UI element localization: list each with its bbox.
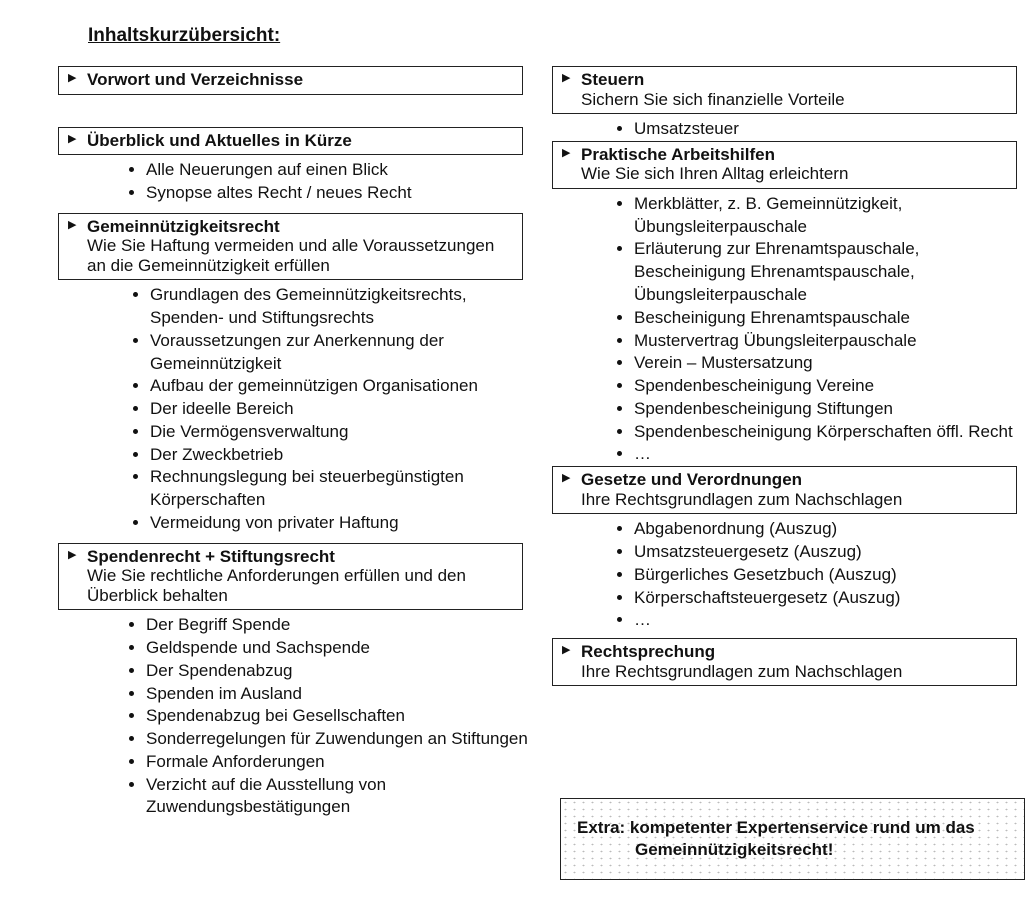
- list-item: • Umsatzsteuer: [634, 118, 1022, 141]
- list-item: • Der ideelle Bereich: [150, 398, 528, 421]
- section-title: Spendenrecht + Stiftungsrecht: [87, 546, 335, 566]
- section-arbeitshilfen[interactable]: [552, 141, 1017, 189]
- triangle-right-icon: ▶: [562, 146, 571, 159]
- triangle-right-icon: ▶: [68, 218, 77, 231]
- list-item: • Sonderregelungen für Zuwendungen an Stiftungen: [146, 728, 528, 751]
- triangle-right-icon: ▶: [562, 72, 571, 84]
- list-item: • Erläuterung zur Ehrenamtspauschale, Bescheinigung Ehrenamtspauschale, Übungsleiterpauschale: [634, 238, 1022, 306]
- arbeitshilfen-list: [552, 193, 1022, 466]
- list-item: • Bürgerliches Gesetzbuch (Auszug): [634, 564, 1022, 587]
- section-title: Überblick und Aktuelles in Kürze: [87, 130, 352, 150]
- list-item: • Rechnungslegung bei steuerbegünstigten Körperschaften: [150, 466, 528, 512]
- list-item: • Aufbau der gemeinnützigen Organisationen: [150, 375, 528, 398]
- list-item: • Verzicht auf die Ausstellung von Zuwendungsbestätigungen: [146, 774, 528, 820]
- section-title: Gemeinnützigkeitsrecht: [87, 216, 280, 236]
- list-item: • Umsatzsteuergesetz (Auszug): [634, 541, 1022, 564]
- section-subtitle: Wie Sie Haftung vermeiden und alle Voraussetzungen an die Gemeinnützigkeit erfüllen: [87, 236, 495, 275]
- section-rechtsprechung[interactable]: [552, 638, 1017, 686]
- list-item: • Formale Anforderungen: [146, 751, 528, 774]
- list-item: • Spenden im Ausland: [146, 683, 528, 706]
- list-item: • …: [634, 443, 1022, 466]
- section-title: Vorwort und Verzeichnisse: [87, 70, 304, 89]
- extra-box: [560, 798, 1025, 880]
- list-item: • Der Begriff Spende: [146, 614, 528, 637]
- list-item: • Abgabenordnung (Auszug): [634, 518, 1022, 541]
- section-title: Gesetze und Verordnungen: [581, 470, 803, 490]
- right-column: [552, 66, 1022, 686]
- section-subtitle: Ihre Rechtsgrundlagen zum Nachschlagen: [581, 661, 903, 681]
- list-item: • Merkblätter, z. B. Gemeinnützigkeit, Übungsleiterpauschale: [634, 193, 1022, 239]
- list-item: • Vermeidung von privater Haftung: [150, 512, 528, 535]
- section-spendenrecht[interactable]: [58, 543, 523, 611]
- section-subtitle: Wie Sie rechtliche Anforderungen erfüllen und den Überblick behalten: [87, 566, 466, 605]
- triangle-right-icon: ▶: [562, 644, 571, 657]
- section-title: Rechtsprechung: [581, 642, 716, 662]
- list-item: • Grundlagen des Gemeinnützigkeitsrechts, Spenden- und Stiftungsrechts: [150, 284, 528, 330]
- list-item: • Spendenbescheinigung Vereine: [634, 375, 1022, 398]
- list-item: • Synopse altes Recht / neues Recht: [146, 182, 528, 205]
- section-title: Steuern: [581, 70, 645, 89]
- gesetze-list: [552, 518, 1022, 632]
- ueberblick-list: [58, 159, 528, 205]
- list-item: • Der Zweckbetrieb: [150, 444, 528, 467]
- gemein-list: [58, 284, 528, 534]
- section-title: Praktische Arbeitshilfen: [581, 144, 775, 164]
- spenden-list: [58, 614, 528, 819]
- triangle-right-icon: ▶: [68, 548, 77, 561]
- left-column: [58, 66, 528, 819]
- list-item: • Spendenbescheinigung Stiftungen: [634, 398, 1022, 421]
- section-ueberblick[interactable]: [58, 127, 523, 156]
- list-item: • Der Spendenabzug: [146, 660, 528, 683]
- list-item: • Alle Neuerungen auf einen Blick: [146, 159, 528, 182]
- steuern-list: [552, 118, 1022, 141]
- list-item: • Körperschaftsteuergesetz (Auszug): [634, 587, 1022, 610]
- list-item: • Spendenabzug bei Gesellschaften: [146, 705, 528, 728]
- page-title: Inhaltskurzübersicht:: [88, 25, 281, 46]
- extra-text-line1: kompetenter Expertenservice rund um das: [629, 818, 975, 837]
- extra-label: Extra:: [577, 818, 626, 837]
- section-subtitle: Ihre Rechtsgrundlagen zum Nachschlagen: [581, 489, 903, 509]
- extra-text-line2: Gemeinnützigkeitsrecht!: [635, 840, 834, 860]
- section-subtitle: Sichern Sie sich finanzielle Vorteile: [581, 89, 845, 109]
- list-item: • Geldspende und Sachspende: [146, 637, 528, 660]
- section-vorwort[interactable]: [58, 66, 523, 95]
- triangle-right-icon: ▶: [562, 472, 571, 485]
- triangle-right-icon: ▶: [68, 72, 77, 84]
- section-steuern[interactable]: [552, 66, 1017, 114]
- section-gesetze[interactable]: [552, 466, 1017, 514]
- list-item: • Spendenbescheinigung Körperschaften öffl. Recht: [634, 421, 1022, 444]
- list-item: • Bescheinigung Ehrenamtspauschale: [634, 307, 1022, 330]
- list-item: • Die Vermögensverwaltung: [150, 421, 528, 444]
- section-subtitle: Wie Sie sich Ihren Alltag erleichtern: [581, 164, 849, 184]
- triangle-right-icon: ▶: [68, 132, 77, 145]
- list-item: • Mustervertrag Übungsleiterpauschale: [634, 330, 1022, 353]
- list-item: • Voraussetzungen zur Anerkennung der Gemeinnützigkeit: [150, 330, 528, 376]
- list-item: • Verein – Mustersatzung: [634, 352, 1022, 375]
- section-gemeinnuetzigkeitsrecht[interactable]: [58, 213, 523, 281]
- list-item: • …: [634, 609, 1022, 632]
